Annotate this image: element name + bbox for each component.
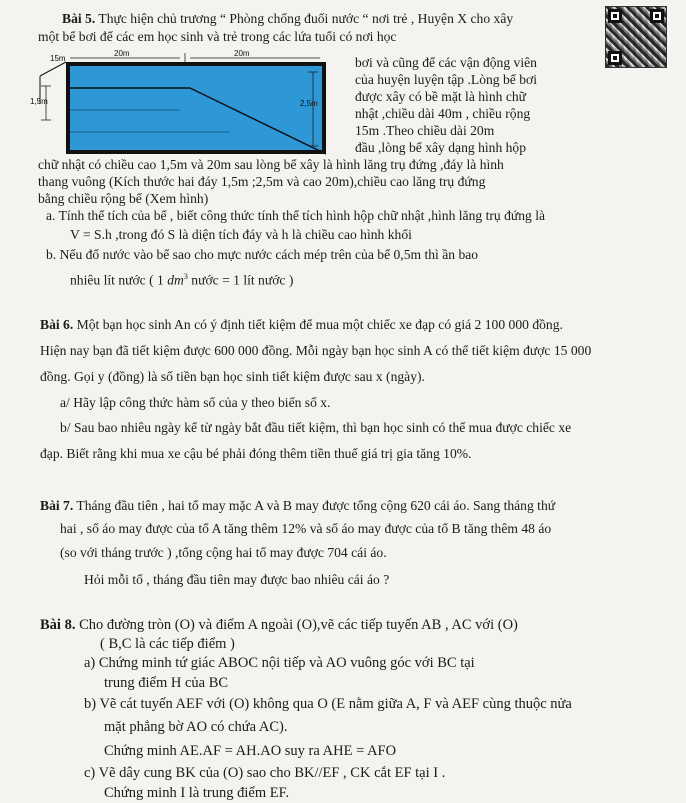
bai8-c1: c) Vẽ dây cung BK của (O) sao cho BK//EF , CK cắt EF tại I . [84, 765, 446, 781]
bai5-right-4: 15m .Theo chiều dài 20m [355, 123, 495, 138]
label-20m-right: 20m [234, 50, 250, 58]
bai7-title: Bài 7. [40, 498, 74, 513]
qr-finder-top-right [650, 9, 664, 23]
qr-finder-bottom-left [608, 51, 622, 65]
bai7-text1: Tháng đầu tiên , hai tổ may mặc A và B may được tổng cộng 620 cái áo. Sang tháng thứ [76, 498, 556, 513]
qr-finder-top-left [608, 9, 622, 23]
bai7-line1 [40, 498, 555, 514]
bai5-b2 [70, 269, 293, 289]
bai6-b1: b/ Sau bao nhiêu ngày kể từ ngày bắt đầu tiết kiệm, thì bạn học sinh có thể mua được chiếc xe [60, 420, 572, 435]
bai5-line2: một bể bơi để các em học sinh và trẻ trong các lứa tuổi có nơi học [38, 29, 397, 44]
label-20m-left: 20m [114, 50, 130, 58]
bai8-title: Bài 8. [40, 617, 76, 633]
label-2-5m: 2,5m [300, 99, 318, 108]
bai5-b2-pre: nhiêu lít nước ( 1 [70, 272, 164, 288]
qr-code [605, 6, 667, 68]
bai8-c2: Chứng minh I là trung điểm EF. [104, 785, 290, 801]
bai5-right-1: của huyện luyện tập .Lòng bể bơi [355, 72, 537, 87]
bai5-cont-0: chữ nhật có chiều cao 1,5m và 20m sau lòng bể xây là hình lăng trụ đứng ,đáy là hình [38, 157, 504, 172]
bai5-right-5: đầu ,lòng bể xây dạng hình hộp [355, 140, 527, 155]
bai6-text1: Một bạn học sinh An có ý định tiết kiệm để mua một chiếc xe đạp có giá 2 100 000 đồng. [76, 317, 563, 332]
bai8-a2: trung điểm H của BC [104, 675, 229, 691]
bai6-title: Bài 6. [40, 317, 74, 332]
bai7-q: Hỏi mỗi tổ , tháng đầu tiên may được bao nhiêu cái áo ? [84, 572, 390, 587]
pool-water [70, 66, 322, 150]
bai5-right-0: bơi và cũng để các vận động viên [355, 55, 537, 70]
bai6-a: a/ Hãy lập công thức hàm số của y theo biến số x. [60, 395, 331, 410]
bai5-b2-sup: 3 [183, 272, 188, 281]
label-15m: 15m [50, 54, 66, 63]
bai8-line1 [40, 617, 518, 633]
bai7-line2: hai , số áo may được của tổ A tăng thêm 12% và số áo may được của tổ B tăng thêm 48 áo [60, 521, 552, 536]
bai5-b2-unit: dm [167, 272, 184, 288]
bai5-line1 [62, 11, 513, 27]
bai5-cont-1: thang vuông (Kích thước hai đáy 1,5m ;2,5m và cao 20m),chiều cao lăng trụ đứng [38, 174, 486, 189]
label-1-5m: 1,5m [30, 97, 48, 106]
bai6-line3: đồng. Gọi y (đồng) là số tiền bạn học sinh tiết kiệm được sau x (ngày). [40, 369, 425, 384]
bai5-text1: Thực hiện chủ trương “ Phòng chống đuối nước “ nơi trẻ , Huyện X cho xây [98, 11, 514, 26]
bai5-title: Bài 5. [62, 11, 96, 26]
bai5-b1: b. Nếu đổ nước vào bể sao cho mực nước cách mép trên của bể 0,5m thì ần bao [46, 247, 479, 262]
bai8-b3: Chứng minh AE.AF = AH.AO suy ra AHE = AFO [104, 743, 397, 759]
bai8-b2: mặt phẳng bờ AO có chứa AC). [104, 719, 288, 735]
bai7-line3: (so với tháng trước ) ,tổng cộng hai tổ may được 704 cái áo. [60, 545, 387, 560]
bai8-line2: ( B,C là các tiếp điểm ) [100, 636, 235, 652]
bai5-cont-2: bằng chiều rộng bể (Xem hình) [38, 191, 209, 206]
bai6-line2: Hiện nay bạn đã tiết kiệm được 600 000 đồng. Mỗi ngày bạn học sinh A có thể tiết kiệm được 15 000 [40, 343, 592, 358]
bai5-a1: a. Tính thể tích của bể , biết công thức tính thể tích hình hộp chữ nhật ,hình lăng trụ đứng là [46, 208, 546, 223]
bai6-b2: đạp. Biết rằng khi mua xe cậu bé phải đóng thêm tiền thuế giá trị gia tăng 10%. [40, 446, 472, 461]
bai8-a1: a) Chứng minh tứ giác ABOC nội tiếp và AO vuông góc với BC tại [84, 655, 475, 671]
bai5-right-2: được xây có bề mặt là hình chữ [355, 89, 527, 104]
bai5-b2-post: nước = 1 lít nước ) [191, 272, 294, 288]
bai5-right-3: nhật ,chiều dài 40m , chiều rộng [355, 106, 531, 121]
bai8-b1: b) Vẽ cát tuyến AEF với (O) không qua O (E nằm giữa A, F và AEF cùng thuộc nửa [84, 696, 572, 712]
bai6-line1 [40, 317, 563, 333]
pool-figure [30, 50, 336, 160]
bai8-text1: Cho đường tròn (O) và điểm A ngoài (O),vẽ các tiếp tuyến AB , AC với (O) [79, 617, 518, 633]
bai5-a2: V = S.h ,trong đó S là diện tích đáy và h là chiều cao hình khối [70, 227, 412, 242]
